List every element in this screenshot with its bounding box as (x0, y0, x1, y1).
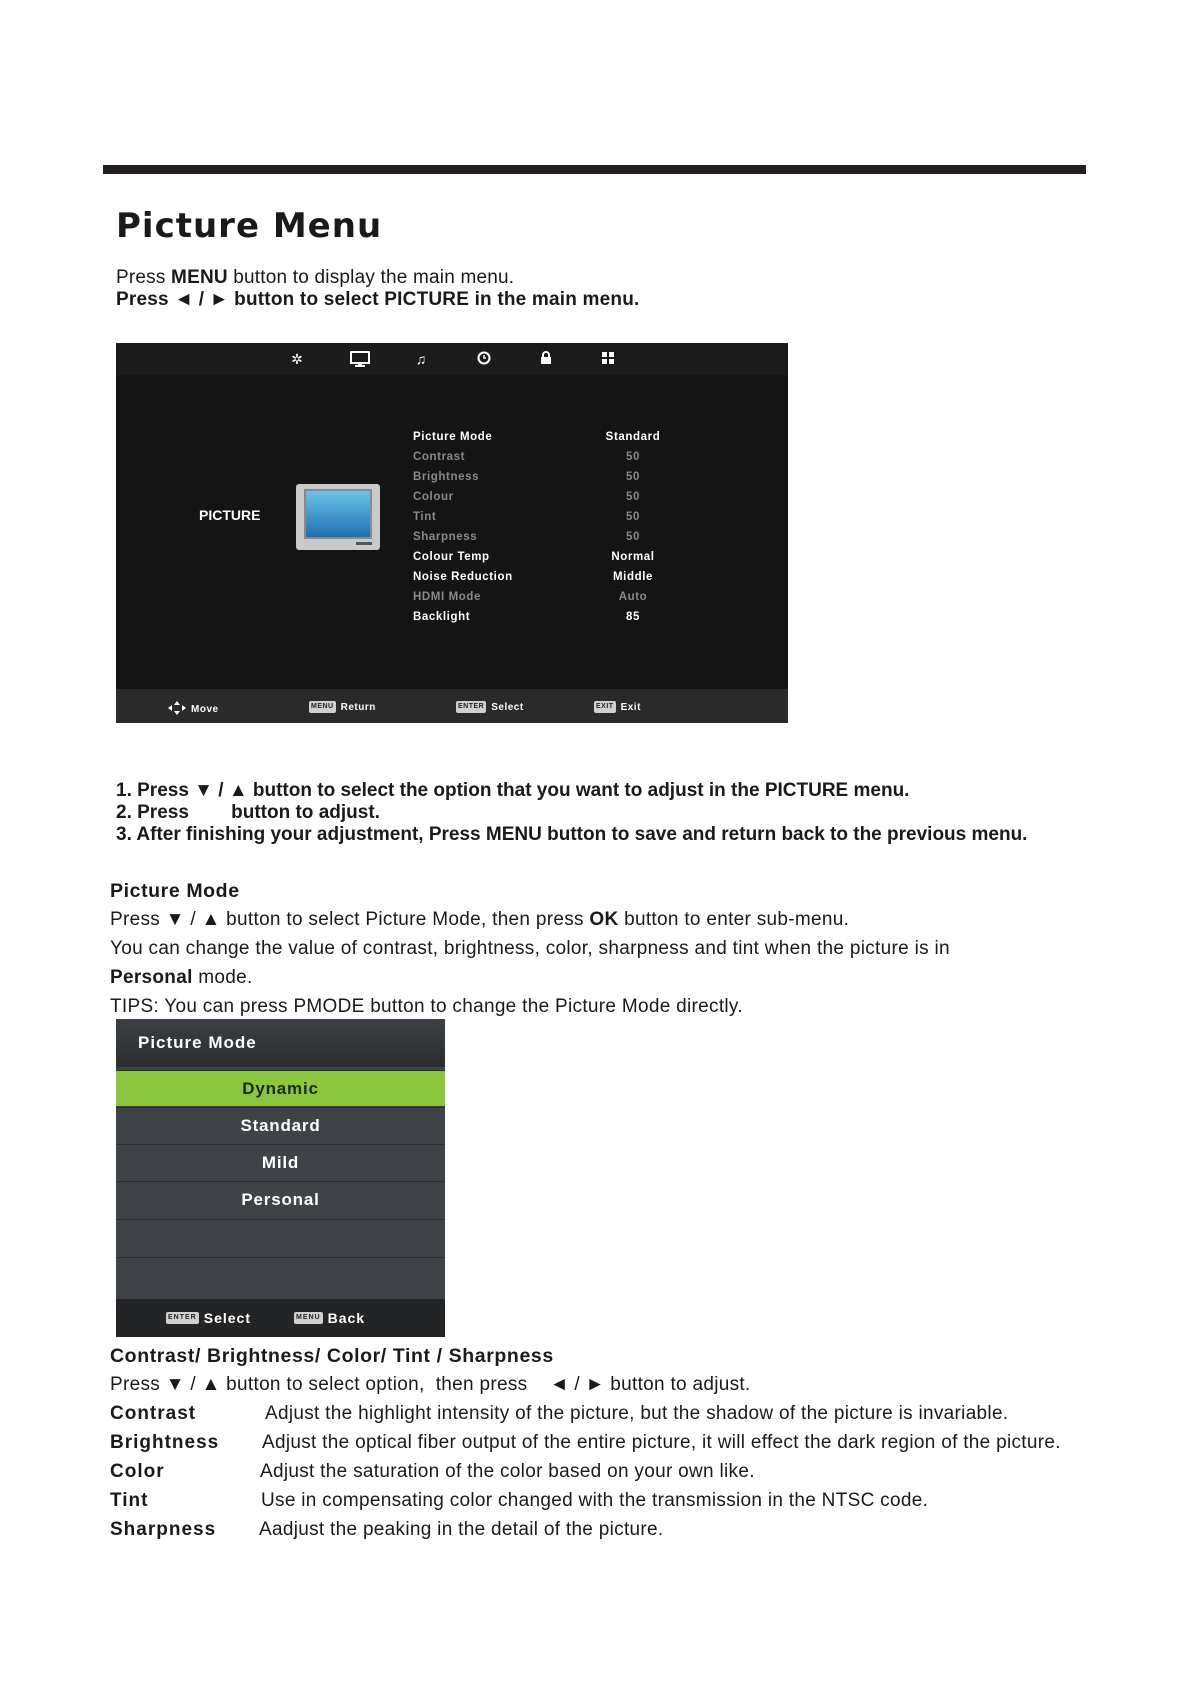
osd-row-value: 50 (626, 471, 640, 483)
def-desc: Adjust the highlight intensity of the picture, but the shadow of the picture is invariable. (265, 1403, 1009, 1424)
osd-row-tint[interactable] (413, 511, 753, 531)
lock-icon[interactable] (536, 351, 556, 367)
step-1 (116, 780, 909, 802)
intro-text: Press ◄ / ► button to select (116, 289, 385, 310)
step-key: PICTURE (764, 780, 849, 801)
hint-label: Move (191, 704, 219, 715)
step-3 (116, 824, 1027, 846)
hint-label: Back (327, 1310, 366, 1326)
step-text: 1. Press ▼ / ▲ button to select the option that you want to adjust in the (116, 780, 765, 801)
osd-row-colour-temp[interactable] (413, 551, 753, 571)
osd-hint-bar (116, 689, 788, 723)
osd-row-value: Standard (605, 431, 661, 443)
hint-label: Select (491, 701, 524, 713)
intro-text: Press (116, 267, 172, 288)
submenu-header (116, 1019, 445, 1067)
osd-row-value: Auto (618, 591, 648, 603)
def-term: Brightness (110, 1432, 220, 1453)
osd-row-hdmi-mode[interactable] (413, 591, 753, 611)
body-key: OK (589, 909, 619, 930)
osd-row-picture-mode[interactable] (413, 431, 753, 451)
step-text: button to save and return back to the previous menu. (541, 824, 1028, 845)
def-desc: Aadjust the peaking in the detail of the picture. (259, 1519, 664, 1540)
osd-row-contrast[interactable] (413, 451, 753, 471)
osd-row-colour[interactable] (413, 491, 753, 511)
option-mild[interactable]: Mild (116, 1144, 445, 1180)
def-term: Tint (110, 1490, 149, 1511)
grid-icon[interactable] (598, 351, 618, 367)
picture-mode-heading: Picture Mode (110, 880, 240, 902)
osd-row-label: Backlight (413, 611, 471, 623)
direction-pad-icon (168, 701, 186, 718)
def-term: Sharpness (110, 1519, 217, 1540)
adjust-line: Press ▼ / ▲ button to select option, then press ◄ / ► button to adjust. (110, 1374, 751, 1395)
def-term: Contrast (110, 1403, 197, 1424)
intro-line-2 (116, 289, 640, 311)
picture-mode-submenu (116, 1019, 445, 1337)
picture-mode-line-1 (110, 909, 849, 931)
osd-row-value: Normal (611, 551, 655, 563)
hint-label: Select (203, 1310, 251, 1326)
hint-select (166, 1310, 251, 1326)
osd-tab-bar (116, 343, 788, 375)
osd-row-label: Colour Temp (413, 551, 490, 563)
picture-mode-tips: TIPS: You can press PMODE button to change the Picture Mode directly. (110, 996, 743, 1017)
hint-exit (594, 701, 641, 713)
osd-row-backlight[interactable] (413, 611, 753, 631)
hint-move (168, 701, 219, 718)
submenu-hint-bar (116, 1299, 445, 1337)
osd-row-value: 50 (626, 451, 640, 463)
osd-row-label: Colour (413, 491, 454, 503)
def-term: Color (110, 1461, 165, 1482)
intro-line-1 (116, 267, 514, 289)
osd-row-value: 85 (626, 611, 640, 623)
step-text: menu. (848, 780, 910, 801)
enter-key-icon: ENTER (166, 1312, 199, 1324)
enter-key-icon: ENTER (456, 701, 486, 713)
adjust-heading: Contrast/ Brightness/ Color/ Tint / Sharpness (110, 1345, 554, 1367)
option-standard[interactable]: Standard (116, 1107, 445, 1143)
osd-row-noise-reduction[interactable] (413, 571, 753, 591)
osd-row-sharpness[interactable] (413, 531, 753, 551)
menu-key-icon: MENU (294, 1312, 323, 1324)
osd-row-value: 50 (626, 531, 640, 543)
osd-row-label: Picture Mode (413, 431, 493, 443)
osd-row-brightness[interactable] (413, 471, 753, 491)
option-empty (116, 1219, 445, 1255)
hint-label: Return (340, 701, 376, 713)
step-text: 3. After finishing your adjustment, Press (116, 824, 486, 845)
tv-icon (296, 484, 380, 550)
def-desc: Adjust the optical fiber output of the entire picture, it will effect the dark region of the picture. (262, 1432, 1061, 1453)
menu-key-icon: MENU (309, 701, 336, 713)
osd-row-label: Contrast (413, 451, 466, 463)
body-key: Personal (110, 967, 193, 988)
gear-icon[interactable]: ✲ (291, 351, 303, 367)
def-desc: Use in compensating color changed with the transmission in the NTSC code. (261, 1490, 929, 1511)
picture-mode-line-2: You can change the value of contrast, brightness, color, sharpness and tint when the picture is in (110, 938, 950, 959)
body-text: button to enter sub-menu. (618, 909, 850, 930)
option-empty (116, 1257, 445, 1293)
body-text: mode. (192, 967, 253, 988)
monitor-icon[interactable] (350, 351, 370, 367)
step-2: 2. Press button to adjust. (116, 802, 380, 823)
intro-text: button to display the main menu. (227, 267, 515, 288)
osd-row-label: Brightness (413, 471, 480, 483)
intro-text: in the main menu. (469, 289, 640, 310)
hint-return (309, 701, 376, 713)
music-note-icon[interactable]: ♫ (415, 351, 427, 367)
page-title: Picture Menu (116, 206, 383, 246)
osd-row-label: Tint (413, 511, 437, 523)
step-key: MENU (485, 824, 542, 845)
option-personal[interactable]: Personal (116, 1181, 445, 1217)
option-dynamic[interactable]: Dynamic (116, 1070, 445, 1106)
def-desc: Adjust the saturation of the color based on your own like. (260, 1461, 755, 1482)
body-text: Press ▼ / ▲ button to select Picture Mode, then press (110, 909, 590, 930)
picture-mode-line-3 (110, 967, 253, 989)
intro-key: PICTURE (384, 289, 470, 310)
hint-label: Exit (620, 701, 641, 713)
osd-row-label: Noise Reduction (413, 571, 513, 583)
osd-row-value: Middle (612, 571, 653, 583)
osd-picture-menu (116, 343, 788, 723)
submenu-title: Picture Mode (138, 1033, 257, 1052)
osd-row-value: 50 (626, 511, 640, 523)
hint-back (294, 1310, 365, 1326)
osd-section-label: PICTURE (199, 507, 261, 523)
osd-row-value: 50 (626, 491, 640, 503)
hint-select (456, 701, 524, 713)
osd-row-label: Sharpness (413, 531, 478, 543)
intro-key: MENU (171, 267, 228, 288)
osd-row-label: HDMI Mode (413, 591, 482, 603)
exit-key-icon: EXIT (594, 701, 616, 713)
header-rule (103, 165, 1086, 174)
clock-icon[interactable] (474, 351, 494, 367)
